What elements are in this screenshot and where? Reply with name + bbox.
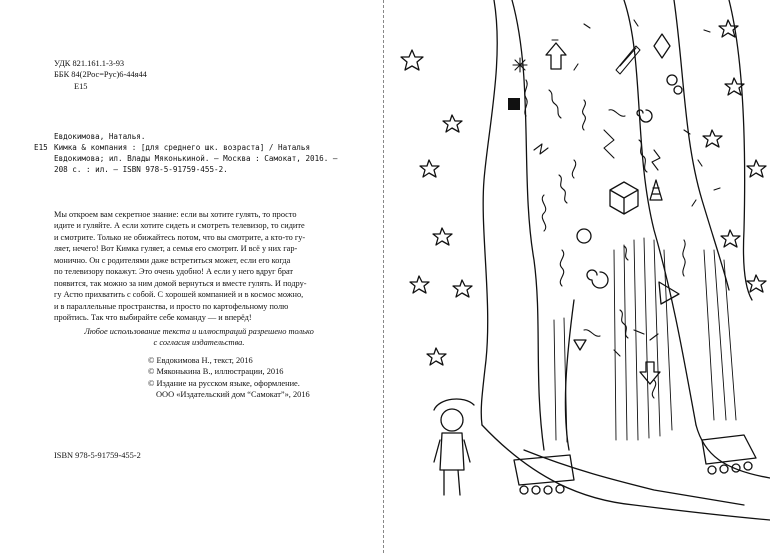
annotation-line: ляет, нечего! Вот Кимка гуляет, а семья его смотрит. И всё у них гар- <box>54 244 298 253</box>
bib-code: Е15 <box>34 143 48 152</box>
illustration <box>384 0 770 553</box>
annotation-line: и смотрите. Только не обижайтесь потом, что вы смотрите, а кто-то гу- <box>54 233 306 242</box>
star-icon <box>703 130 722 147</box>
star-icon <box>401 50 423 70</box>
squiggle <box>584 330 600 337</box>
copyright-line: ООО «Издательский дом “Самокат”», 2016 <box>156 390 310 399</box>
star-icon <box>443 115 462 132</box>
star-icon <box>433 228 452 245</box>
copyright-line: © Мяконькина В., иллюстрации, 2016 <box>148 367 284 376</box>
diamond-icon <box>654 34 670 58</box>
squiggle <box>683 240 685 276</box>
stripe <box>714 250 726 420</box>
annotation-line: гу Астю прихватить с собой. С хорошей компанией и в космос можно, <box>54 290 304 299</box>
star-icon <box>453 280 472 297</box>
star-icon <box>410 276 429 293</box>
stripe <box>704 250 714 420</box>
stripe <box>614 250 616 440</box>
squiggle <box>652 380 655 398</box>
annotation-line: появится, так можно за ним домой вернуться и вместе гулять. И подру- <box>54 279 307 288</box>
squiggle <box>652 150 660 170</box>
triangle-icon <box>574 340 586 350</box>
roller-skate-icon <box>702 435 756 474</box>
squiggle <box>560 250 563 286</box>
squiggle <box>559 175 567 203</box>
star-icon <box>719 20 738 37</box>
annotation-line: и в параллельные пространства, и просто по картофельному полю <box>54 302 289 311</box>
stripe <box>724 260 736 420</box>
circle-icon <box>667 75 677 85</box>
star-icon <box>747 160 766 177</box>
cone-icon <box>650 180 662 200</box>
isbn: ISBN 978-5-91759-455-2 <box>54 451 141 460</box>
right-leg-outer <box>729 0 752 300</box>
boy-figure <box>434 399 474 495</box>
bib-author: Евдокимова, Наталья. <box>54 132 146 141</box>
squiggle <box>609 110 625 117</box>
bib-line: Кимка & компания : [для среднего шк. возраста] / Наталья <box>54 143 311 152</box>
squiggle <box>583 100 586 130</box>
right-leg-outline <box>624 0 696 425</box>
roller-skate-icon <box>514 455 574 494</box>
copyright-page <box>0 0 383 553</box>
copyright-line: © Издание на русском языке, оформление. <box>148 379 300 388</box>
stripe <box>554 320 556 440</box>
bbk-code: ББК 84(2Рос=Рус)6-44я44 <box>54 70 147 79</box>
annotation-line: пройтись. Так что выбирайте себе команду — и вперёд! <box>54 313 252 322</box>
stripe <box>664 250 672 430</box>
squiggle <box>620 310 628 338</box>
squiggle <box>542 195 545 231</box>
star-icon <box>427 348 446 365</box>
star-icon <box>747 275 766 292</box>
annotation-line: монично. Он с родителями даже встретиться может, если его когда <box>54 256 291 265</box>
squiggle <box>534 144 548 154</box>
stripe <box>634 240 638 440</box>
bib-line: 208 с. : ил. — ISBN 978-5-91759-455-2. <box>54 165 228 174</box>
sparkle-icon <box>513 58 527 72</box>
dark-square <box>508 98 520 110</box>
rights-notice: с согласия издательства. <box>153 338 245 347</box>
cloak-flow-inner <box>524 450 744 505</box>
rights-notice: Любое использование текста и иллюстраций разрешено только <box>84 327 314 336</box>
right-leg-inner <box>674 0 729 290</box>
arrow-icon <box>546 43 566 69</box>
annotation-line: идите и гуляйте. А если хотите сидеть и смотреть телевизор, то сидите <box>54 221 305 230</box>
cube-icon <box>610 182 638 214</box>
stripe <box>624 245 627 440</box>
bib-line: Евдокимова; ил. Влады Мяконькиной. — Москва : Самокат, 2016. — <box>54 154 338 163</box>
udk-code: УДК 821.161.1-3-93 <box>54 59 125 68</box>
author-mark: Е15 <box>74 82 88 91</box>
circle-icon <box>577 229 591 243</box>
stripe <box>654 240 660 436</box>
star-icon <box>721 230 740 247</box>
copyright-line: © Евдокимова Н., текст, 2016 <box>148 356 253 365</box>
cloak-left-outline <box>481 0 497 425</box>
annotation-line: Мы откроем вам секретное знание: если вы хотите гулять, то просто <box>54 210 297 219</box>
arrow-icon <box>640 362 660 384</box>
circle-icon <box>674 86 682 94</box>
squiggle <box>604 130 614 158</box>
squiggle <box>572 160 575 178</box>
squiggle <box>549 90 561 118</box>
spiral-icon <box>587 270 608 288</box>
annotation-line: по телевизору покажут. Это очень удобно! А если у него вдруг брат <box>54 267 294 276</box>
illustration-page <box>384 0 770 553</box>
star-icon <box>420 160 439 177</box>
stripe <box>644 238 649 438</box>
